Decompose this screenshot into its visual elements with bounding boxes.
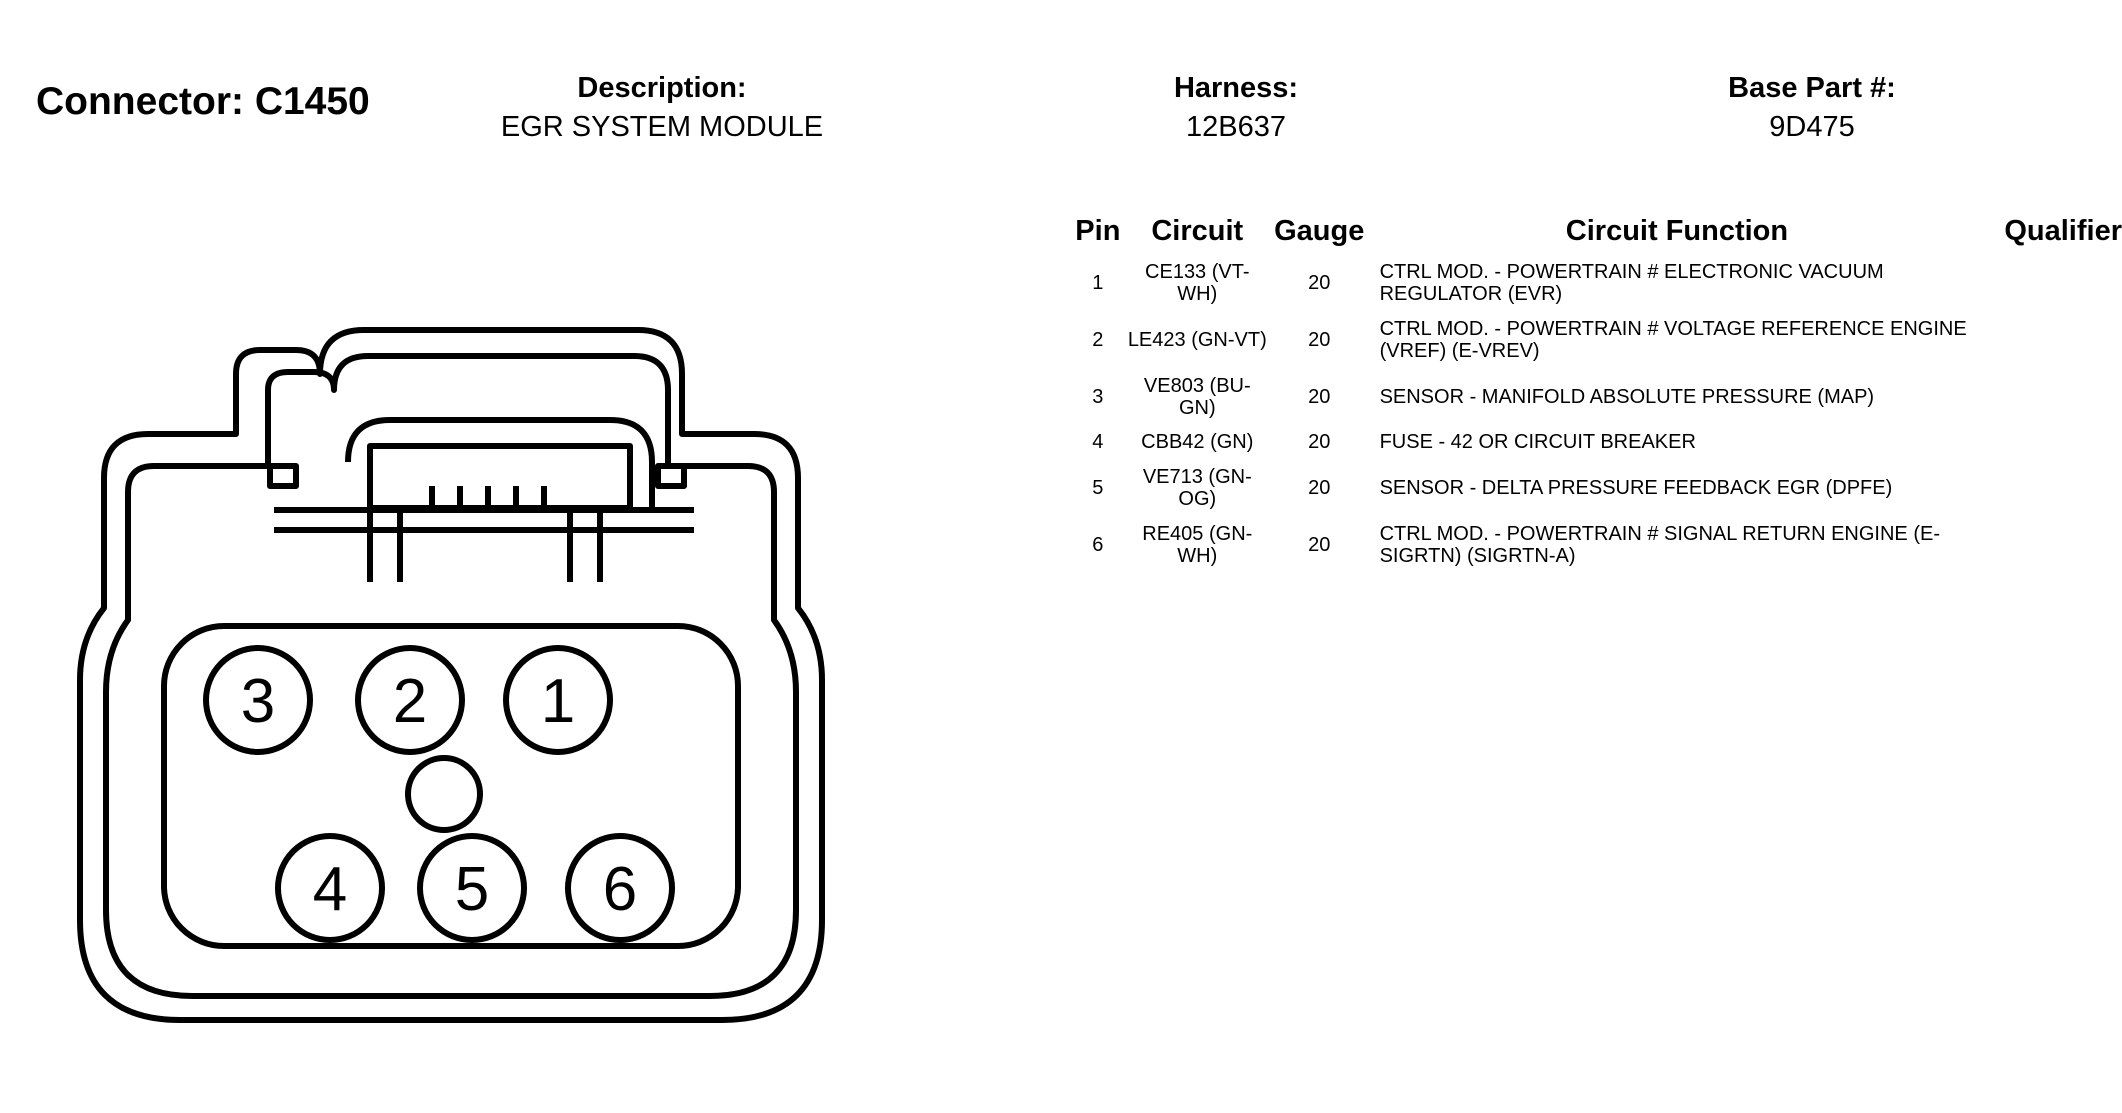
center-key-circle: [408, 758, 480, 830]
cell-gauge: 20: [1308, 431, 1331, 453]
cell-function: CTRL MOD. - POWERTRAIN # SIGNAL RETURN ENGINE (E-SIGRTN) (SIGRTN-A): [1379, 522, 1940, 567]
pin-label-5: 5: [454, 855, 490, 924]
latch-post-right: [570, 508, 600, 582]
cell-qualifier: [1982, 516, 2122, 573]
pin-table-header-row: [1068, 208, 2122, 254]
header-circuit: Circuit: [1151, 214, 1244, 247]
cell-function: CTRL MOD. - POWERTRAIN # ELECTRONIC VACUUM REGULATOR (EVR): [1379, 260, 1884, 305]
cell-gauge: 20: [1308, 533, 1331, 556]
cell-qualifier: [1982, 425, 2122, 459]
cell-circuit: LE423 (GN-VT): [1127, 328, 1267, 351]
header-gauge: Gauge: [1274, 214, 1365, 247]
latch-outline: [348, 420, 652, 510]
description-block: [412, 70, 912, 148]
latch-tab-left: [270, 466, 296, 486]
cell-circuit: VE713 (GN-OG): [1142, 465, 1252, 510]
header-circuit-function: Circuit Function: [1565, 214, 1789, 247]
cell-pin: 3: [1092, 385, 1104, 408]
pin-label-6: 6: [602, 855, 638, 924]
cell-pin: 2: [1092, 328, 1104, 351]
cell-circuit: VE803 (BU-GN): [1143, 374, 1251, 419]
pin-label-3: 3: [240, 667, 276, 736]
pin-label-2: 2: [392, 667, 428, 736]
description-label: Description:: [577, 72, 747, 104]
housing-outer-outline: [80, 330, 822, 1020]
base-part-block: [1562, 70, 2062, 148]
cell-function: SENSOR - MANIFOLD ABSOLUTE PRESSURE (MAP): [1379, 385, 1875, 408]
latch-inner: [370, 446, 630, 508]
harness-value: 12B637: [1186, 111, 1286, 143]
table-row: [1068, 254, 2122, 311]
cell-gauge: 20: [1308, 476, 1331, 499]
cell-gauge: 20: [1308, 328, 1331, 351]
latch-shelf: [274, 510, 694, 530]
cell-qualifier: [1982, 311, 2122, 368]
cell-pin: 4: [1092, 431, 1104, 453]
latch-post-left: [370, 508, 400, 582]
pin-label-4: 4: [312, 855, 348, 924]
cell-qualifier: [1982, 368, 2122, 425]
cell-circuit: CE133 (VT-WH): [1145, 260, 1250, 305]
table-row: [1068, 425, 2122, 459]
cell-pin: 6: [1092, 533, 1104, 556]
cell-function: FUSE - 42 OR CIRCUIT BREAKER: [1379, 431, 1696, 453]
harness-block: [986, 70, 1486, 148]
header-qualifier: Qualifier: [2004, 214, 2122, 247]
cell-function: CTRL MOD. - POWERTRAIN # VOLTAGE REFERENCE ENGINE (VREF) (E-VREV): [1379, 317, 1967, 362]
cell-qualifier: [1982, 254, 2122, 311]
cell-qualifier: [1982, 459, 2122, 516]
cell-circuit: RE405 (GN-WH): [1142, 522, 1253, 567]
connector-face-diagram: [60, 320, 840, 1040]
cell-gauge: 20: [1308, 271, 1331, 294]
table-row: [1068, 311, 2122, 368]
cell-pin: 5: [1092, 476, 1104, 499]
table-row: [1068, 459, 2122, 516]
cell-gauge: 20: [1308, 385, 1331, 408]
pin-label-1: 1: [540, 667, 576, 736]
table-row: [1068, 368, 2122, 425]
connector-title: Connector: C1450: [36, 80, 370, 123]
harness-label: Harness:: [1173, 72, 1299, 104]
latch-tab-right: [658, 466, 684, 486]
pin-table: [1068, 208, 2122, 573]
header-pin: Pin: [1075, 214, 1121, 247]
description-value: EGR SYSTEM MODULE: [500, 111, 824, 143]
base-part-label: Base Part #:: [1728, 72, 1896, 104]
base-part-value: 9D475: [1769, 111, 1855, 143]
cell-function: SENSOR - DELTA PRESSURE FEEDBACK EGR (DPFE): [1379, 476, 1893, 499]
cell-pin: 1: [1092, 271, 1104, 294]
cell-circuit: CBB42 (GN): [1141, 431, 1254, 453]
table-row: [1068, 516, 2122, 573]
